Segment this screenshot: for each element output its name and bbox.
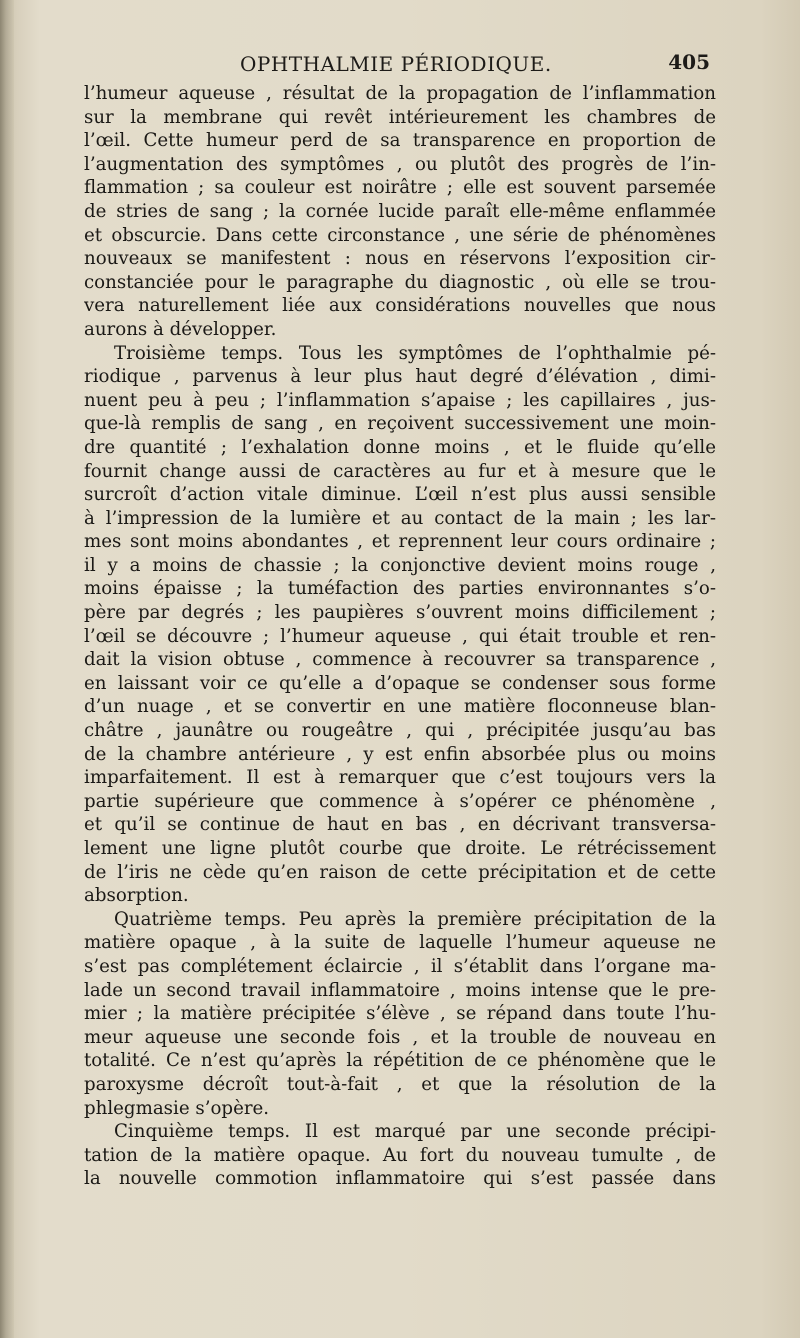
text-line: il y a moins de chassie ; la conjonctive devient moins rouge , bbox=[84, 554, 716, 576]
text-line: l’humeur aqueuse , résultat de la propagation de l’inflammation bbox=[84, 83, 716, 104]
text-line-paragraph-start: Troisième temps. Tous les symptômes de l’ophthalmie pé- bbox=[114, 342, 716, 364]
text-line: châtre , jaunâtre ou rougeâtre , qui , précipitée jusqu’au bas bbox=[84, 720, 716, 742]
text-line: imparfaitement. Il est à remarquer que c’est toujours vers la bbox=[84, 767, 716, 789]
running-title: OPHTHALMIE PÉRIODIQUE. bbox=[240, 52, 552, 76]
text-line: totalité. Ce n’est qu’après la répétition de ce phénomène que le bbox=[84, 1050, 716, 1072]
text-line: et obscurcie. Dans cette circonstance , une série de phénomènes bbox=[84, 224, 716, 246]
text-line: s’est pas complétement éclaircie , il s’établit dans l’organe ma- bbox=[84, 955, 716, 977]
text-line: mes sont moins abondantes , et reprennent leur cours ordinaire ; bbox=[84, 531, 716, 553]
text-line: moins épaisse ; la tuméfaction des parties environnantes s’o- bbox=[84, 578, 716, 600]
text-line: dait la vision obtuse , commence à recouvrer sa transparence , bbox=[84, 649, 716, 671]
text-line-paragraph-start: Cinquième temps. Il est marqué par une seconde précipi- bbox=[114, 1121, 716, 1143]
text-line: nuent peu à peu ; l’inflammation s’apaise ; les capillaires , jus- bbox=[84, 389, 716, 411]
text-line: vera naturellement liée aux considérations nouvelles que nous bbox=[84, 295, 716, 317]
text-line: d’un nuage , et se convertir en une matière floconneuse blan- bbox=[84, 696, 716, 718]
text-line: phlegmasie s’opère. bbox=[84, 1097, 270, 1119]
text-line: l’œil se découvre ; l’humeur aqueuse , qui était trouble et ren- bbox=[84, 625, 716, 647]
text-line: de la chambre antérieure , y est enfin absorbée plus ou moins bbox=[84, 743, 716, 765]
text-line: lade un second travail inflammatoire , moins intense que le pre- bbox=[84, 979, 716, 1001]
text-line: surcroît d’action vitale diminue. L’œil n’est plus aussi sensible bbox=[84, 484, 716, 506]
text-line: à l’impression de la lumière et au contact de la main ; les lar- bbox=[84, 507, 716, 529]
text-line: de stries de sang ; la cornée lucide paraît elle-même enflammée bbox=[84, 200, 716, 222]
running-head bbox=[240, 50, 710, 78]
text-line: partie supérieure que commence à s’opérer ce phénomène , bbox=[84, 790, 716, 812]
text-line: lement une ligne plutôt courbe que droite. Le rétrécissement bbox=[84, 838, 716, 859]
text-line: matière opaque , à la suite de laquelle l’humeur aqueuse ne bbox=[84, 932, 716, 954]
text-line: l’augmentation des symptômes , ou plutôt des progrès de l’in- bbox=[84, 153, 716, 175]
text-line: de l’iris ne cède qu’en raison de cette précipitation et de cette bbox=[84, 861, 716, 883]
text-line: constanciée pour le paragraphe du diagnostic , où elle se trou- bbox=[84, 271, 716, 293]
text-line: fournit change aussi de caractères au fur et à mesure que le bbox=[84, 460, 716, 482]
text-line: sur la membrane qui revêt intérieurement les chambres de bbox=[84, 106, 716, 128]
text-line: père par degrés ; les paupières s’ouvrent moins difficilement ; bbox=[84, 602, 716, 624]
text-line: riodique , parvenus à leur plus haut degré d’élévation , dimi- bbox=[84, 366, 716, 388]
text-line: dre quantité ; l’exhalation donne moins , et le fluide qu’elle bbox=[84, 436, 716, 458]
text-line: tation de la matière opaque. Au fort du nouveau tumulte , de bbox=[84, 1144, 716, 1166]
text-line: flammation ; sa couleur est noirâtre ; elle est souvent parsemée bbox=[84, 177, 716, 199]
text-line: absorption. bbox=[84, 885, 189, 907]
text-line-paragraph-start: Quatrième temps. Peu après la première précipitation de la bbox=[114, 908, 716, 930]
text-line: nouveaux se manifestent : nous en réservons l’exposition cir- bbox=[84, 248, 716, 270]
text-line: aurons à développer. bbox=[84, 318, 277, 340]
text-line: que-là remplis de sang , en reçoivent successivement une moin- bbox=[84, 413, 716, 435]
text-line: en laissant voir ce qu’elle a d’opaque se condenser sous forme bbox=[84, 672, 716, 694]
text-line: la nouvelle commotion inflammatoire qui s’est passée dans bbox=[84, 1168, 716, 1190]
text-line: l’œil. Cette humeur perd de sa transparence en proportion de bbox=[84, 130, 716, 152]
page-spine-edge bbox=[0, 0, 14, 1338]
text-line: paroxysme décroît tout-à-fait , et que la résolution de la bbox=[84, 1073, 716, 1095]
body-text bbox=[84, 82, 716, 1191]
text-line: mier ; la matière précipitée s’élève , se répand dans toute l’hu- bbox=[84, 1003, 716, 1025]
page-number: 405 bbox=[668, 50, 710, 74]
text-line: et qu’il se continue de haut en bas , en décrivant transversa- bbox=[84, 814, 716, 836]
text-line: meur aqueuse une seconde fois , et la trouble de nouveau en bbox=[84, 1026, 716, 1048]
